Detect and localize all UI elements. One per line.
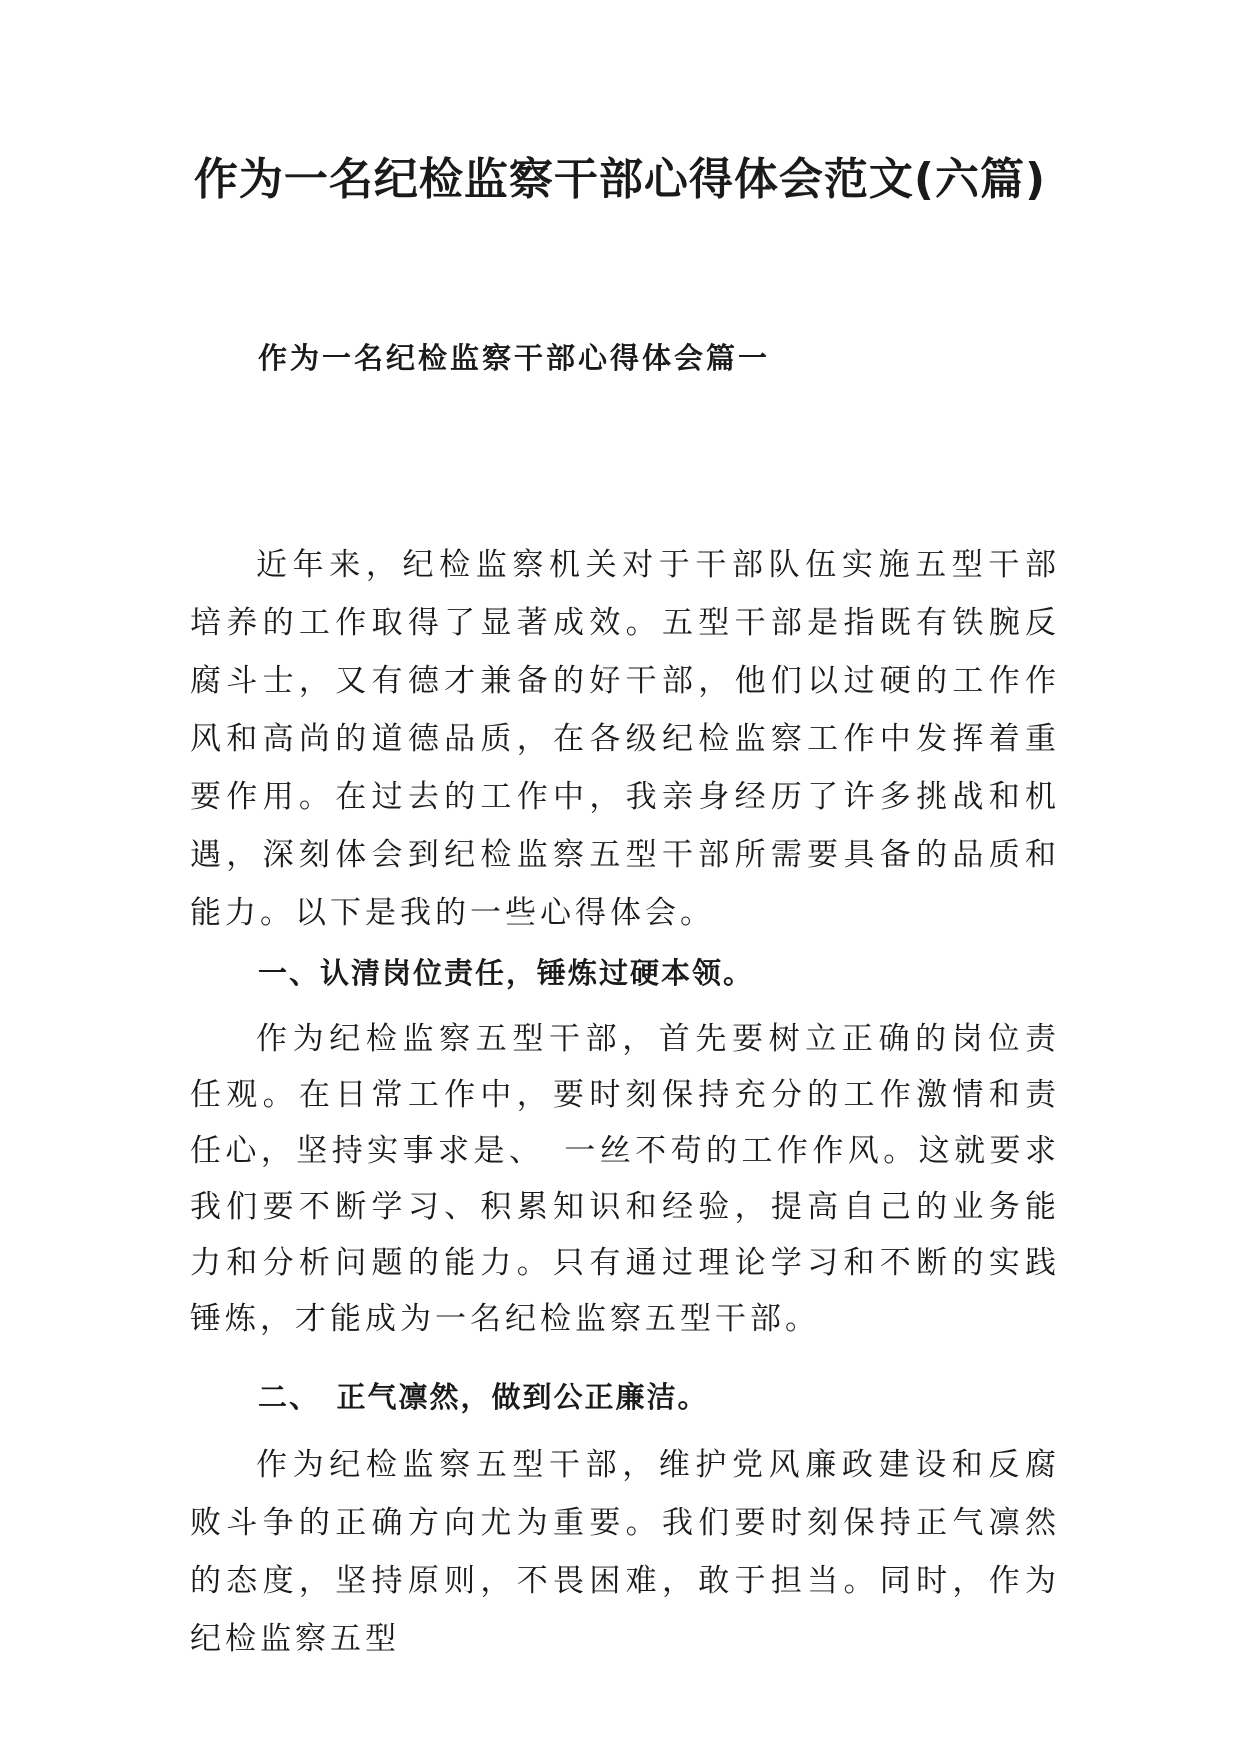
body-paragraph-1: 近年来，纪检监察机关对于干部队伍实施五型干部培养的工作取得了显著成效。五型干部是指既有铁腕反腐斗士，又有德才兼备的好干部，他们以过硬的工作作风和高尚的道德品质，在各级纪检监察工作中发挥着重要作用。在过去的工作中，我亲身经历了许多挑战和机遇，深刻体会到纪检监察五型干部所需要具备的品质和能力。以下是我的一些心得体会。 bbox=[190, 547, 1060, 931]
document-title: 作为一名纪检监察干部心得体会范文(六篇) bbox=[193, 154, 1047, 205]
body-paragraph-3: 作为纪检监察五型干部，维护党风廉政建设和反腐败斗争的正确方向尤为重要。我们要时刻保持正气凛然的态度，坚持原则，不畏困难，敢于担当。同时，作为纪检监察五型 bbox=[190, 1447, 1060, 1657]
section-heading-1: 一、认清岗位责任，锤炼过硬本领。 bbox=[258, 956, 755, 990]
section-heading-2: 二、 正气凛然，做到公正廉洁。 bbox=[258, 1380, 709, 1414]
body-paragraph-2: 作为纪检监察五型干部，首先要树立正确的岗位责任观。在日常工作中，要时刻保持充分的工作激情和责任心，坚持实事求是、 一丝不苟的工作作风。这就要求我们要不断学习、积累知识和经验，提高自己的业务能力和分析问题的能力。只有通过理论学习和不断的实践锤炼，才能成为一名纪检监察五型干部。 bbox=[190, 1021, 1060, 1337]
section-subtitle: 作为一名纪检监察干部心得体会篇一 bbox=[258, 341, 771, 375]
